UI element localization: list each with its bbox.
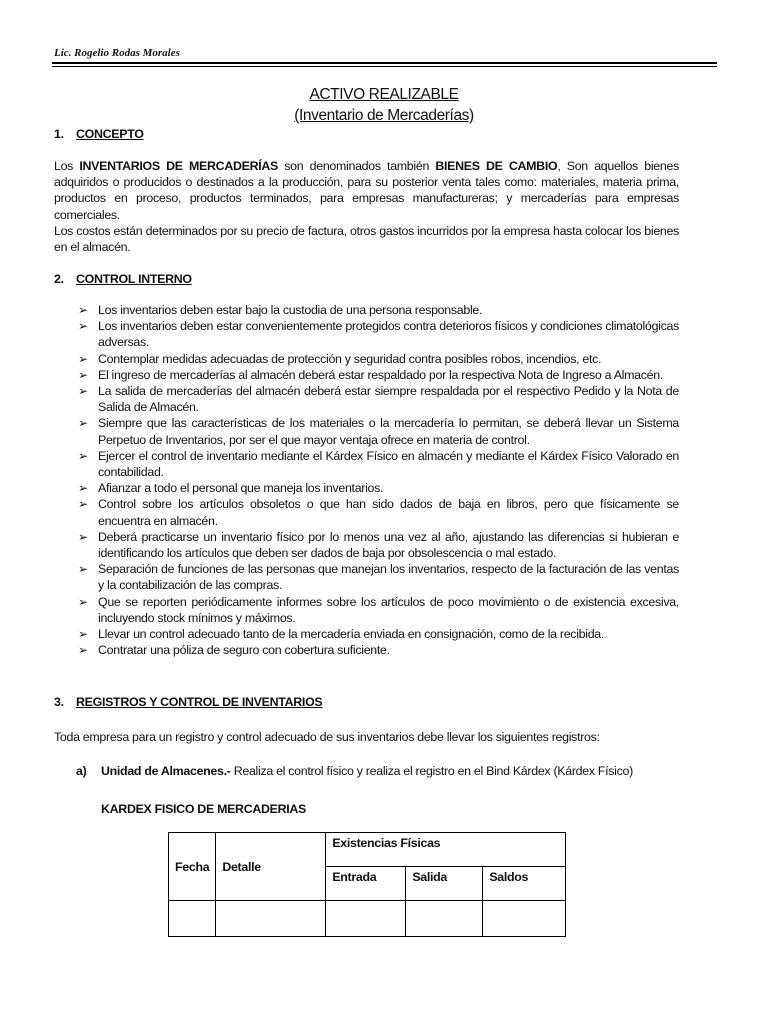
item-a-label: Unidad de Almacenes.- [101,764,231,778]
column-header-fecha: Fecha [169,833,216,901]
list-item: ➢ Ejercer el control de inventario mediante el Kárdex Físico en almacén y mediante el Kárdex Físico Valorado en contabilidad. [78,448,679,480]
item-a [76,764,633,778]
kardex-table [168,832,566,937]
list-item: ➢ Siempre que las características de los materiales o la mercadería lo permitan, se deberá llevar un Sistema Perpetuo de Inventarios, por ser el que mayor ventaja ofrece en materia de control. [78,415,679,447]
section-2-label: CONTROL INTERNO [76,272,192,286]
table-cell [406,901,483,937]
section-3-number: 3. [54,695,64,709]
list-item: ➢ Separación de funciones de las personas que manejan los inventarios, respecto de la facturación de las ventas y la contabilización de las compras. [78,561,679,593]
page-title: ACTIVO REALIZABLE [309,86,459,103]
section-3-label: REGISTROS Y CONTROL DE INVENTARIOS [76,695,323,709]
list-item: ➢ Afianzar a todo el personal que maneja los inventarios. [78,480,679,496]
control-interno-list [78,302,679,658]
registros-intro: Toda empresa para un registro y control adecuado de sus inventarios debe llevar los siguientes registros: [54,730,600,744]
concept-text-a: Los [54,159,80,173]
concept-term-inventarios: INVENTARIOS DE MERCADERÍAS [79,159,278,173]
section-1-number: 1. [54,127,64,141]
column-header-salida: Salida [406,867,483,901]
kardex-title: KARDEX FISICO DE MERCADERIAS [101,802,307,816]
table-cell [216,901,326,937]
concept-term-bienes: BIENES DE CAMBIO [435,159,558,173]
list-item: ➢ La salida de mercaderías del almacén deberá estar siempre respaldada por el respectivo Pedido y la Nota de Salida de Almacén. [78,383,679,415]
list-item: ➢ Los inventarios deben estar convenientemente protegidos contra deterioros físicos y condiciones climatológicas adversas. [78,318,679,350]
list-item: ➢ Llevar un control adecuado tanto de la mercadería enviada en consignación, como de la recibida. [78,626,679,642]
header-author: Lic. Rogelio Rodas Morales [54,47,180,59]
list-item: ➢ El ingreso de mercaderías al almacén deberá estar respaldado por la respectiva Nota de Ingreso a Almacén. [78,367,679,383]
section-1-heading [54,127,144,141]
column-header-entrada: Entrada [326,867,406,901]
concept-paragraph [54,158,679,223]
list-item: ➢ Deberá practicarse un inventario físico por lo menos una vez al año, ajustando las diferencias si hubieran e identificando los artículos que deben ser dados de baja por obsolescencia o mal estado. [78,529,679,561]
list-item: ➢ Contemplar medidas adecuadas de protección y seguridad contra posibles robos, incendios, etc. [78,351,679,367]
page-subtitle: (Inventario de Mercaderías) [294,107,474,124]
section-1-label: CONCEPTO [76,127,144,141]
column-header-detalle: Detalle [216,833,326,901]
concept-text-c: son denominados también [277,159,436,173]
section-2-heading [54,272,192,286]
table-cell [483,901,566,937]
header-rule-thin [52,66,717,67]
list-item: ➢ Que se reporten periódicamente informes sobre los artículos de poco movimiento o de existencia excesiva, incluyendo stock mínimos y máximos. [78,594,679,626]
list-item: ➢ Los inventarios deben estar bajo la custodia de una persona responsable. [78,302,679,318]
section-2-number: 2. [54,272,64,286]
section-3-heading [54,695,322,709]
header-rule-thick [52,62,717,64]
costs-paragraph: Los costos están determinados por su precio de factura, otros gastos incurridos por la empresa hasta colocar los bienes en el almacén. [54,224,679,255]
concept-text-e: , Son aquellos bienes adquiridos o producidos o destinados a la producción, para su posterior venta tales como: materiales, materia prima, productos en proceso, productos terminados, para empresas manufactureras; y mercaderías para empresas comerciales. [54,159,679,222]
column-header-saldos: Saldos [483,867,566,901]
column-header-existencias: Existencias Físicas [326,833,566,867]
list-item: ➢ Contratar una póliza de seguro con cobertura suficiente. [78,642,679,658]
item-a-text: Realiza el control físico y realiza el registro en el Bind Kárdex (Kárdex Físico) [230,764,633,778]
table-cell [169,901,216,937]
list-item: ➢ Control sobre los artículos obsoletos o que han sido dados de baja en libros, pero que físicamente se encuentra en almacén. [78,496,679,528]
item-a-letter: a) [76,764,87,778]
table-cell [326,901,406,937]
